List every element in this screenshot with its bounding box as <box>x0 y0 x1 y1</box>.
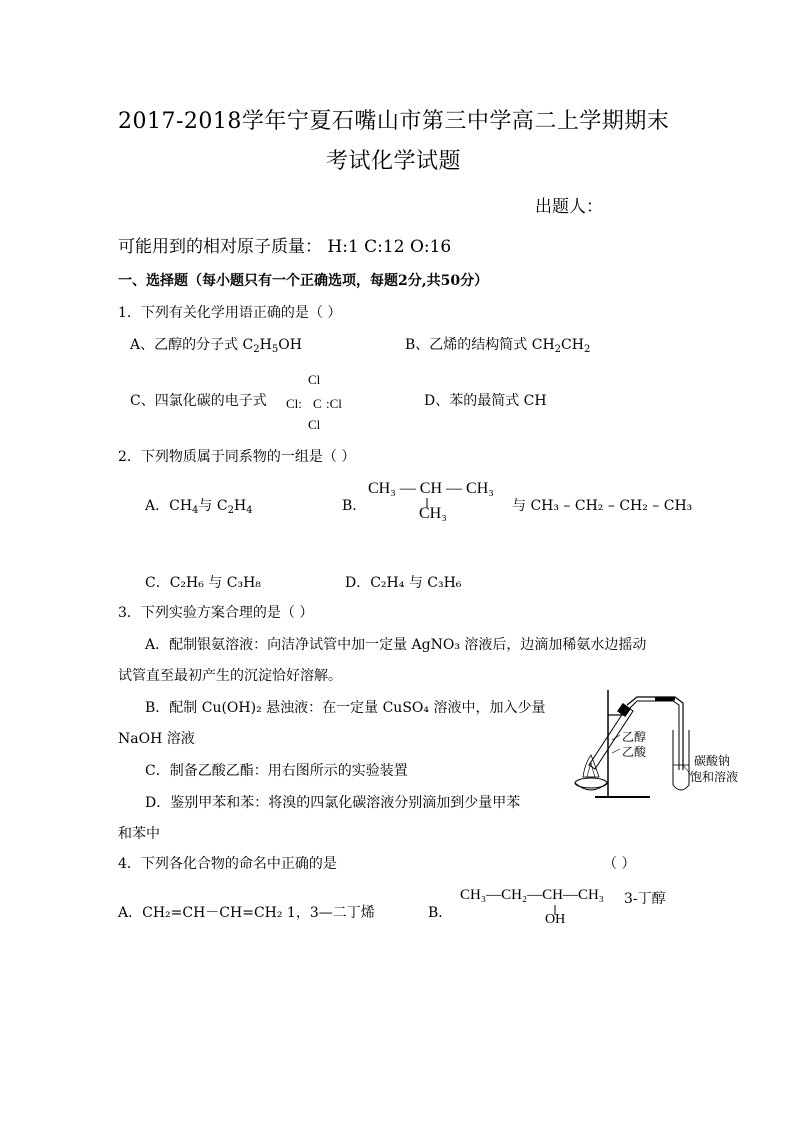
q1-stem: 1．下列有关化学用语正确的是（ ） <box>118 305 342 321</box>
author-label: 出题人： <box>535 197 603 217</box>
q4-b-structure: CH₃—CH₂—CH—CH₃ <box>460 887 605 903</box>
section-heading: 一、选择题（每小题只有一个正确选项，每题2分,共50分） <box>118 273 489 289</box>
ccl4-center: C <box>313 396 322 411</box>
q4-b-name: 3-丁醇 <box>624 891 666 907</box>
q2-option-d: D．C₂H₄ 与 C₃H₆ <box>345 575 462 591</box>
diagram-label-ethanol: 乙醇 <box>622 730 647 744</box>
q3-stem: 3．下列实验方案合理的是（ ） <box>118 605 314 621</box>
q1-option-c: C、四氯化碳的电子式 <box>130 393 267 409</box>
q4-b-oh: OH <box>545 912 566 927</box>
q3-option-c: C．制备乙酸乙酯：用右图所示的实验装置 <box>145 763 408 779</box>
q1-option-a: A、乙醇的分子式 $C_2H_5OH$ <box>130 337 302 355</box>
atomic-masses: 可能用到的相对原子质量： H:1 C:12 O:16 <box>118 237 452 257</box>
q2-stem: 2．下列物质属于同系物的一组是（ ） <box>118 449 356 465</box>
q4-stem: 4．下列各化合物的命名中正确的是 <box>118 856 337 872</box>
q2-option-b-label: B． <box>342 498 367 514</box>
q3-option-a-line2: 试管直至最初产生的沉淀恰好溶解。 <box>118 668 342 684</box>
q1-option-d: D、苯的最简式 CH <box>424 393 547 409</box>
q2-option-a: A．$CH_4$与 $C_2H_4$ <box>145 498 253 516</box>
q2-option-c: C．C₂H₆ 与 C₃H₈ <box>145 575 261 591</box>
q2-b-branch: CH₃ <box>419 505 447 522</box>
ccl4-bottom: Cl <box>308 417 321 432</box>
ester-apparatus-diagram <box>565 685 765 805</box>
diagram-label-saturated-solution: 饱和溶液 <box>690 770 739 784</box>
q4-option-a: A．CH₂=CH－CH=CH₂ 1，3—二丁烯 <box>118 905 375 921</box>
q2-b-structure: CH₃ — CH — CH₃ <box>368 480 494 497</box>
title-line-2: 考试化学试题 <box>326 149 462 174</box>
q2-b-tail: 与 CH₃ – CH₂ – CH₂ – CH₃ <box>512 498 693 514</box>
q3-option-b-line2: NaOH 溶液 <box>118 731 195 747</box>
q3-option-b-line1: B．配制 Cu(OH)₂ 悬浊液：在一定量 CuSO₄ 溶液中，加入少量 <box>145 700 546 716</box>
diagram-label-sodium-carbonate: 碳酸钠 <box>694 754 731 768</box>
q4-bracket: （ ） <box>603 856 636 872</box>
q4-option-b-label: B． <box>428 905 453 921</box>
diagram-label-acetic-acid: 乙酸 <box>622 745 647 759</box>
title-line-1: 2017-2018学年宁夏石嘴山市第三中学高二上学期期末 <box>118 109 670 134</box>
q3-option-d-line1: D．鉴别甲苯和苯：将溴的四氯化碳溶液分别滴加到少量甲苯 <box>145 795 521 811</box>
ccl4-right: :Cl <box>326 396 342 411</box>
ccl4-top: Cl <box>308 372 321 387</box>
q3-option-a-line1: A．配制银氨溶液：向洁净试管中加一定量 AgNO₃ 溶液后，边滴加稀氨水边摇动 <box>145 637 647 653</box>
q3-option-d-line2: 和苯中 <box>118 826 160 842</box>
q1-option-b: B、乙烯的结构简式 $CH_2CH_2$ <box>405 337 591 355</box>
ccl4-left: Cl: <box>286 396 302 411</box>
